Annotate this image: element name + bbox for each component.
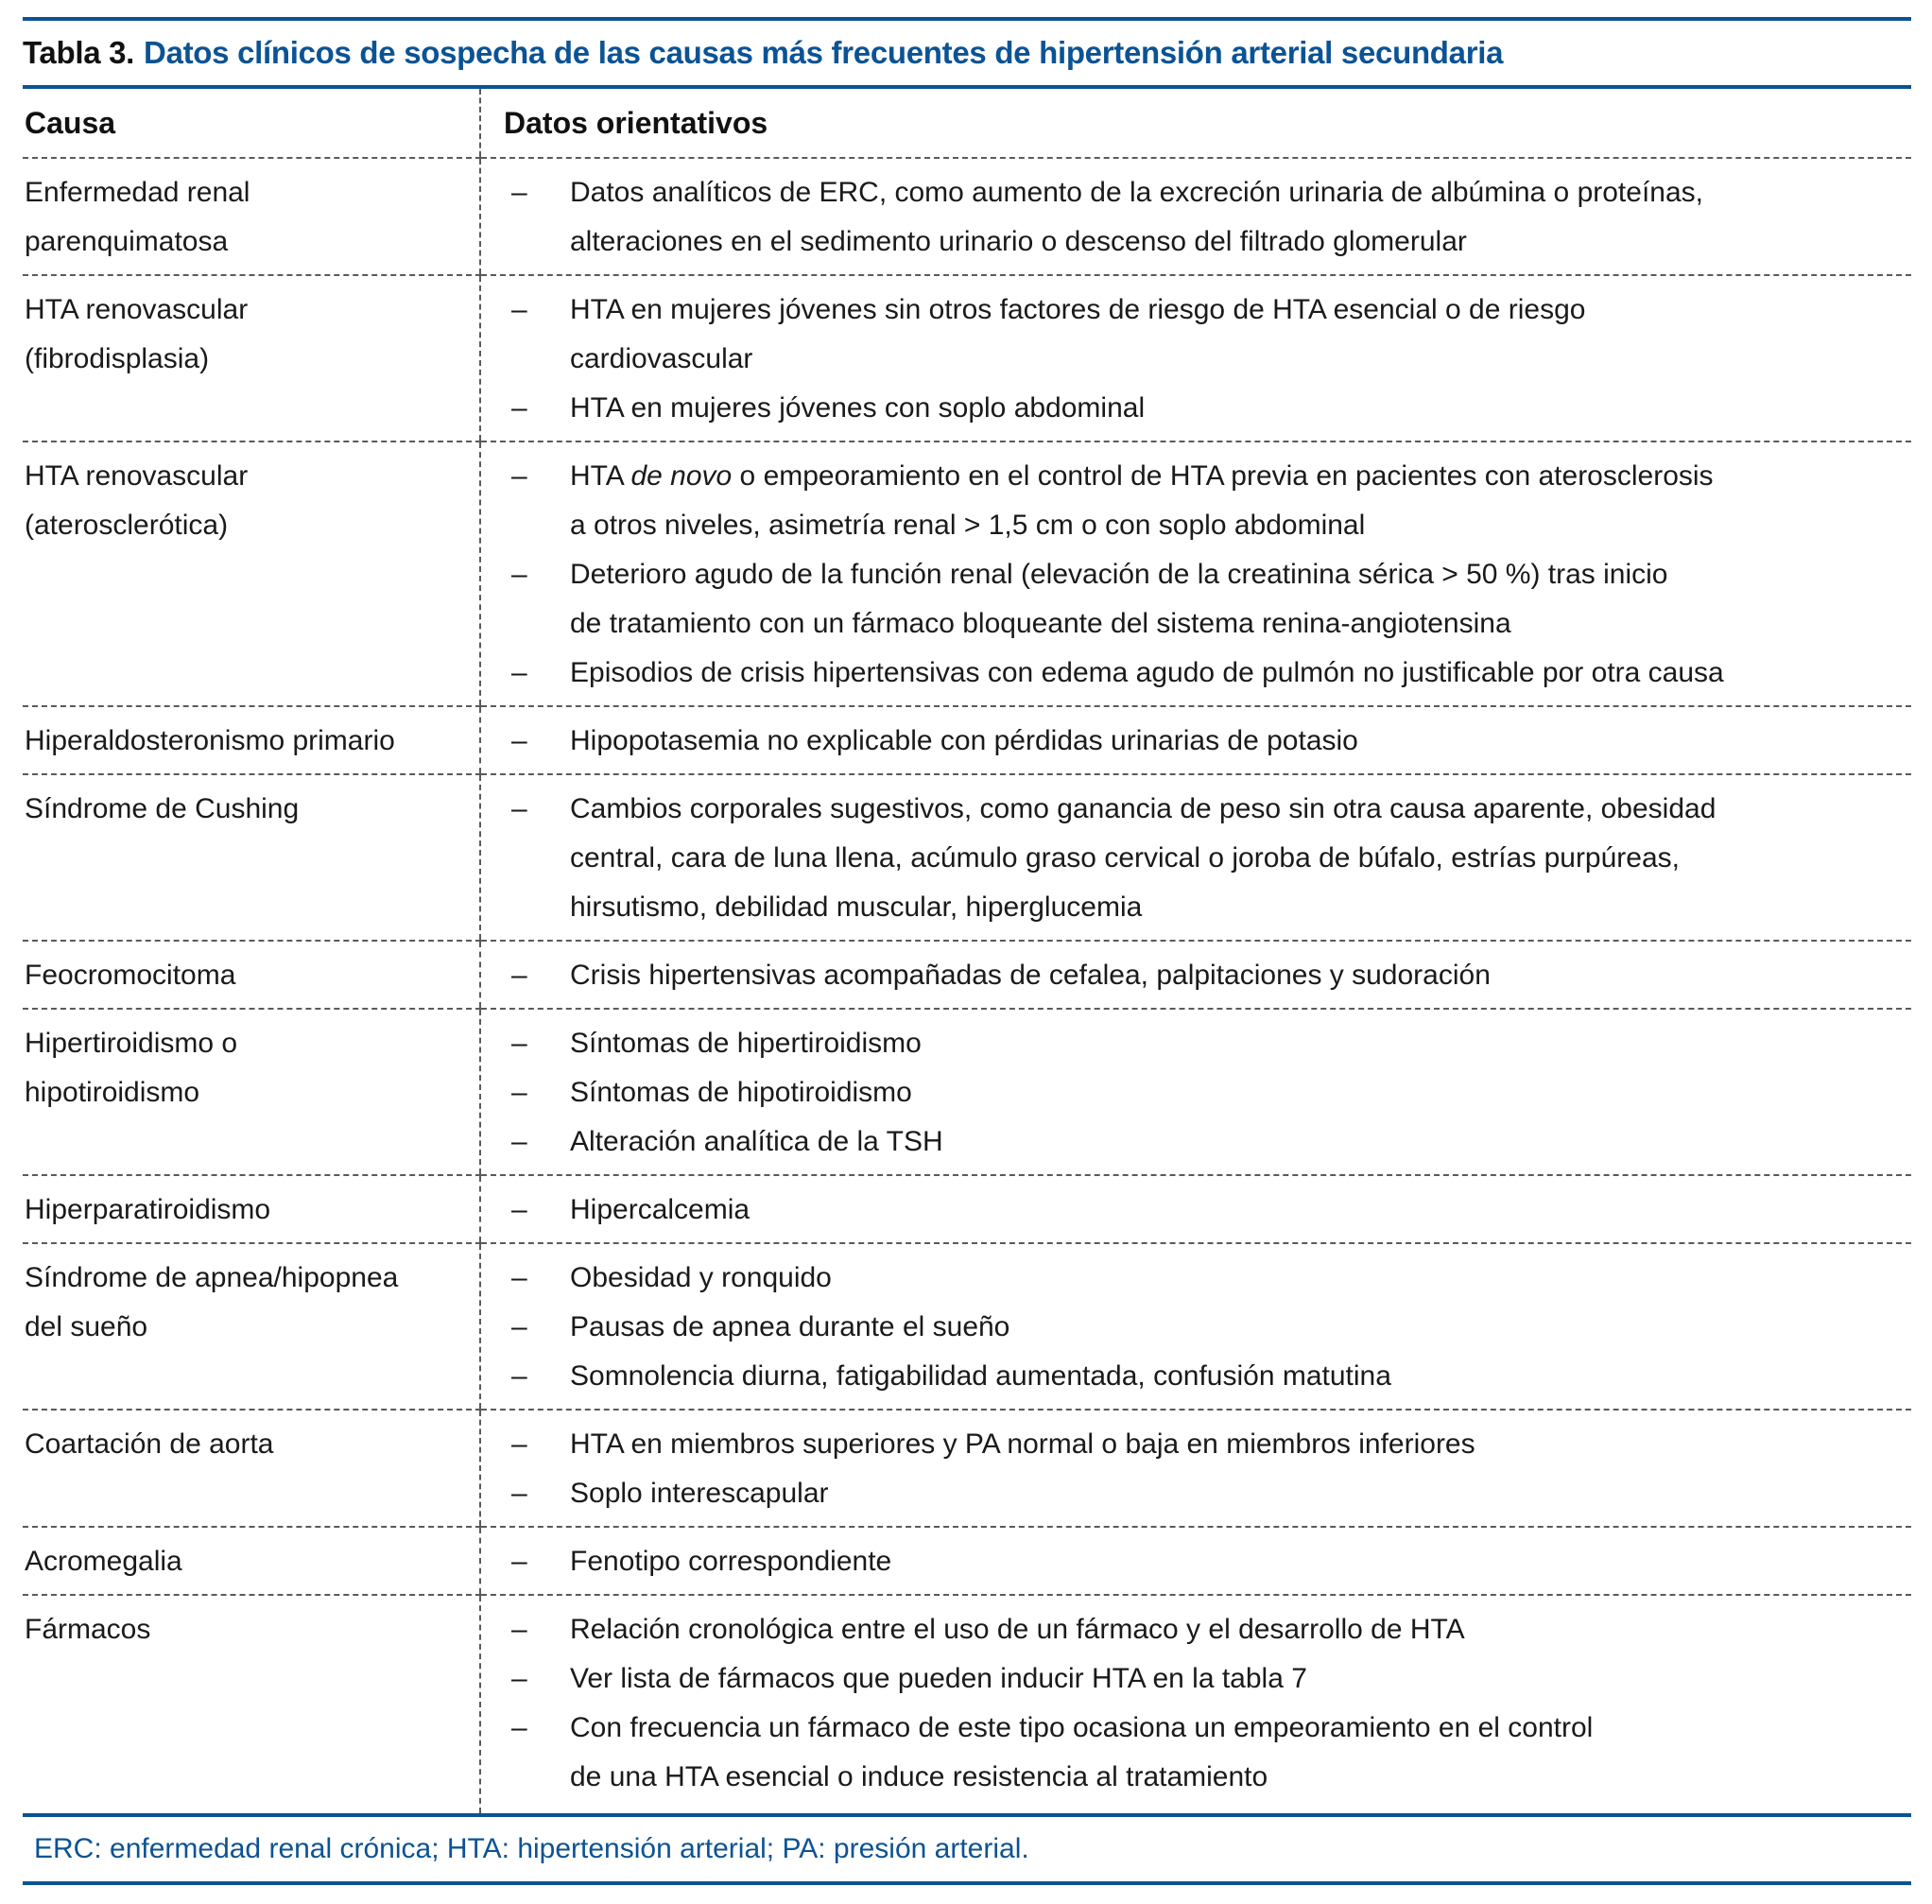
list-item [511, 1605, 1911, 1654]
item-line: Datos analíticos de ERC, como aumento de la excreción urinaria de albúmina o proteínas, [570, 177, 1703, 208]
list-item [511, 649, 1911, 698]
table-row [23, 275, 1911, 441]
table-caption [23, 21, 1911, 85]
cause-cell [23, 774, 480, 941]
cause-line: Acromegalia [25, 1546, 182, 1577]
list-item [511, 1420, 1911, 1469]
item-text [570, 1186, 1911, 1235]
cause-line: (fibrodisplasia) [25, 343, 210, 374]
item-line: Síntomas de hipertiroidismo [570, 1028, 922, 1059]
cause-line: Enfermedad renal [25, 177, 250, 208]
item-text [570, 1019, 1911, 1068]
item-text [570, 1352, 1911, 1401]
table-row [23, 941, 1911, 1009]
data-cell [480, 158, 1911, 275]
data-cell [480, 1595, 1911, 1813]
item-line: Fenotipo correspondiente [570, 1546, 892, 1577]
item-line: Pausas de apnea durante el sueño [570, 1311, 1010, 1342]
item-line: alteraciones en el sedimento urinario o descenso del filtrado glomerular [570, 226, 1467, 257]
item-text [570, 1254, 1911, 1303]
item-line: de tratamiento con un fármaco bloqueante del sistema renina-angiotensina [570, 608, 1511, 639]
item-line: Con frecuencia un fármaco de este tipo ocasiona un empeoramiento en el control [570, 1712, 1594, 1743]
item-text [570, 951, 1911, 1000]
cause-cell [23, 1595, 480, 1813]
data-cell [480, 1243, 1911, 1410]
cause-cell [23, 1009, 480, 1175]
list-item [511, 1704, 1911, 1802]
en-dash-bullet-icon: – [511, 177, 527, 208]
cause-cell [23, 158, 480, 275]
cause-line: Fármacos [25, 1614, 151, 1645]
en-dash-bullet-icon: – [511, 1028, 527, 1059]
cause-line: hipotiroidismo [25, 1077, 200, 1108]
cause-cell [23, 441, 480, 706]
item-line: Soplo interescapular [570, 1478, 829, 1509]
table-figure [23, 17, 1911, 1885]
item-line: Episodios de crisis hipertensivas con edema agudo de pulmón no justificable por otra causa [570, 657, 1724, 688]
en-dash-bullet-icon: – [511, 1360, 527, 1392]
item-line: a otros niveles, asimetría renal > 1,5 cm o con soplo abdominal [570, 510, 1366, 541]
list-item [511, 1352, 1911, 1401]
cause-line: HTA renovascular [25, 294, 249, 325]
data-cell [480, 941, 1911, 1009]
item-line: Crisis hipertensivas acompañadas de cefalea, palpitaciones y sudoración [570, 960, 1491, 991]
column-header-data: Datos orientativos [480, 89, 1911, 158]
table-row [23, 1009, 1911, 1175]
item-line: Deterioro agudo de la función renal (elevación de la creatinina sérica > 50 %) tras inicio [570, 559, 1668, 590]
en-dash-bullet-icon: – [511, 1663, 527, 1694]
en-dash-bullet-icon: – [511, 460, 527, 492]
cause-line: del sueño [25, 1311, 148, 1342]
item-line: Alteración analítica de la TSH [570, 1126, 943, 1157]
en-dash-bullet-icon: – [511, 725, 527, 756]
cause-cell [23, 1527, 480, 1595]
table-row [23, 706, 1911, 774]
list-item [511, 1469, 1911, 1518]
cause-cell [23, 1175, 480, 1243]
en-dash-bullet-icon: – [511, 1077, 527, 1108]
list-item [511, 1254, 1911, 1303]
item-line: Relación cronológica entre el uso de un fármaco y el desarrollo de HTA [570, 1614, 1465, 1645]
item-line: HTA en mujeres jóvenes sin otros factores de riesgo de HTA esencial o de riesgo [570, 294, 1586, 325]
item-line: Síntomas de hipotiroidismo [570, 1077, 912, 1108]
item-text [570, 1654, 1911, 1704]
item-text [570, 649, 1911, 698]
en-dash-bullet-icon: – [511, 1546, 527, 1577]
table-row [23, 1527, 1911, 1595]
data-cell [480, 1410, 1911, 1527]
item-line: Obesidad y ronquido [570, 1262, 832, 1293]
en-dash-bullet-icon: – [511, 392, 527, 424]
list-item [511, 951, 1911, 1000]
en-dash-bullet-icon: – [511, 960, 527, 991]
secondary-hypertension-table [23, 89, 1911, 1813]
cause-line: (aterosclerótica) [25, 510, 229, 541]
en-dash-bullet-icon: – [511, 559, 527, 590]
item-text [570, 168, 1911, 267]
item-line: hirsutismo, debilidad muscular, hiperglucemia [570, 891, 1143, 923]
item-text [570, 1117, 1911, 1167]
item-line: Hipopotasemia no explicable con pérdidas urinarias de potasio [570, 725, 1358, 756]
abbreviations-footnote: ERC: enfermedad renal crónica; HTA: hipertensión arterial; PA: presión arterial. [34, 1833, 1029, 1864]
en-dash-bullet-icon: – [511, 294, 527, 325]
italic-term: de novo [630, 460, 733, 492]
cause-line: Feocromocitoma [25, 960, 236, 991]
item-text [570, 452, 1911, 550]
table-row [23, 441, 1911, 706]
table-number: Tabla 3. [23, 35, 135, 70]
header-row [23, 89, 1911, 158]
en-dash-bullet-icon: – [511, 1126, 527, 1157]
item-line: HTA en mujeres jóvenes con soplo abdominal [570, 392, 1146, 424]
table-row [23, 774, 1911, 941]
list-item [511, 1303, 1911, 1352]
data-cell [480, 706, 1911, 774]
cause-line: Síndrome de apnea/hipopnea [25, 1262, 399, 1293]
item-line: Cambios corporales sugestivos, como ganancia de peso sin otra causa aparente, obesidad [570, 793, 1716, 824]
en-dash-bullet-icon: – [511, 657, 527, 688]
item-line: central, cara de luna llena, acúmulo graso cervical o joroba de búfalo, estrías purpúreas, [570, 842, 1680, 874]
data-cell [480, 275, 1911, 441]
table-row [23, 1410, 1911, 1527]
data-cell [480, 1009, 1911, 1175]
data-cell [480, 774, 1911, 941]
cause-cell [23, 1410, 480, 1527]
cause-line: parenquimatosa [25, 226, 229, 257]
footnote-rule [23, 1881, 1911, 1885]
item-line: de una HTA esencial o induce resistencia al tratamiento [570, 1761, 1268, 1792]
table-row [23, 1243, 1911, 1410]
list-item [511, 452, 1911, 550]
table-row [23, 158, 1911, 275]
list-item [511, 1186, 1911, 1235]
list-item [511, 286, 1911, 384]
list-item [511, 168, 1911, 267]
item-text [570, 550, 1911, 649]
table-title: Datos clínicos de sospecha de las causas más frecuentes de hipertensión arterial secundaria [144, 35, 1504, 70]
list-item [511, 384, 1911, 433]
data-cell [480, 1527, 1911, 1595]
data-cell [480, 441, 1911, 706]
en-dash-bullet-icon: – [511, 793, 527, 824]
en-dash-bullet-icon: – [511, 1478, 527, 1509]
item-line: HTA en miembros superiores y PA normal o baja en miembros inferiores [570, 1428, 1475, 1460]
column-header-cause: Causa [23, 89, 480, 158]
item-line: Hipercalcemia [570, 1194, 750, 1225]
item-text [570, 1537, 1911, 1586]
item-text [570, 1704, 1911, 1802]
cause-line: Hiperaldosteronismo primario [25, 725, 395, 756]
list-item [511, 717, 1911, 766]
table-body [23, 158, 1911, 1813]
list-item [511, 1117, 1911, 1167]
cause-cell [23, 706, 480, 774]
item-text [570, 717, 1911, 766]
item-line: Somnolencia diurna, fatigabilidad aumentada, confusión matutina [570, 1360, 1391, 1392]
cause-cell [23, 941, 480, 1009]
en-dash-bullet-icon: – [511, 1262, 527, 1293]
cause-line: Hiperparatiroidismo [25, 1194, 271, 1225]
item-text [570, 1469, 1911, 1518]
cause-cell [23, 1243, 480, 1410]
text-suffix: o empeoramiento en el control de HTA previa en pacientes con aterosclerosis [732, 460, 1714, 492]
item-text [570, 1303, 1911, 1352]
table-row [23, 1175, 1911, 1243]
item-text [570, 1605, 1911, 1654]
en-dash-bullet-icon: – [511, 1194, 527, 1225]
cause-line: Coartación de aorta [25, 1428, 274, 1460]
list-item [511, 785, 1911, 932]
cause-line: Síndrome de Cushing [25, 793, 300, 824]
list-item [511, 550, 1911, 649]
list-item [511, 1019, 1911, 1068]
item-text [570, 1068, 1911, 1117]
cause-line: Hipertiroidismo o [25, 1028, 238, 1059]
data-cell [480, 1175, 1911, 1243]
text-prefix: HTA [570, 460, 631, 492]
item-text [570, 785, 1911, 932]
cause-line: HTA renovascular [25, 460, 249, 492]
list-item [511, 1537, 1911, 1586]
list-item [511, 1654, 1911, 1704]
item-line: cardiovascular [570, 343, 753, 374]
item-text [570, 286, 1911, 384]
item-line [570, 452, 1911, 501]
en-dash-bullet-icon: – [511, 1311, 527, 1342]
cause-cell [23, 275, 480, 441]
item-text [570, 1420, 1911, 1469]
item-line: Ver lista de fármacos que pueden inducir HTA en la tabla 7 [570, 1663, 1307, 1694]
list-item [511, 1068, 1911, 1117]
item-text [570, 384, 1911, 433]
en-dash-bullet-icon: – [511, 1428, 527, 1460]
en-dash-bullet-icon: – [511, 1614, 527, 1645]
table-row [23, 1595, 1911, 1813]
en-dash-bullet-icon: – [511, 1712, 527, 1743]
